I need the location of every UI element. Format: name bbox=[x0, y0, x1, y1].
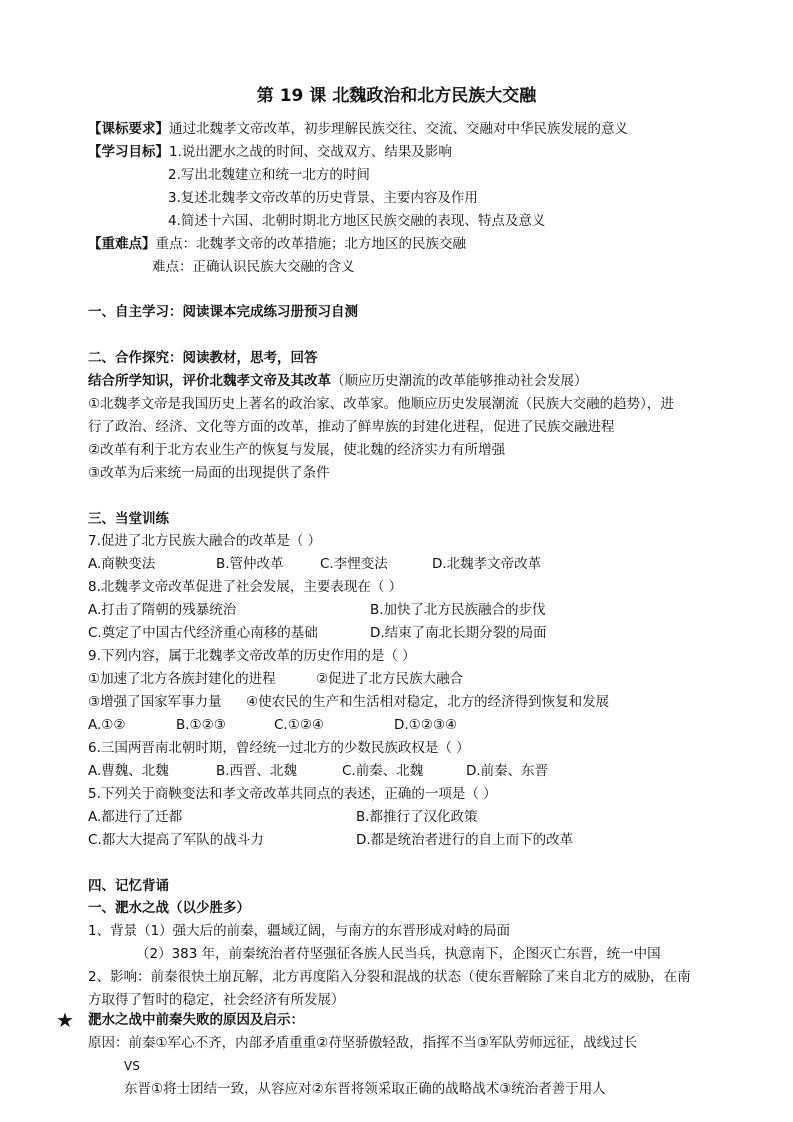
q9-option-a: A.①② bbox=[88, 717, 126, 733]
s2-answer-1-line-1: ①北魏孝文帝是我国历史上著名的政治家、改革家。他顺应历史发展潮流（民族大交融的趋势），进 bbox=[88, 396, 674, 412]
zhongdian-row bbox=[88, 234, 466, 254]
s2-answer-3: ③改革为后来统一局面的出现提供了条件 bbox=[88, 465, 330, 481]
star-icon: ★ bbox=[56, 1008, 74, 1032]
failure-reasons-heading: 淝水之战中前秦失败的原因及启示： bbox=[88, 1012, 304, 1028]
q9-item-1: ①加速了北方各族封建化的进程 bbox=[88, 671, 276, 687]
q7-option-d: D.北魏孝文帝改革 bbox=[432, 556, 542, 572]
q5-option-c: C.都大大提高了军队的战斗力 bbox=[88, 832, 264, 848]
feishui-heading: 一、淝水之战（以少胜多） bbox=[88, 900, 250, 916]
q6-option-d: D.前秦、东晋 bbox=[466, 763, 549, 779]
q5-option-d: D.都是统治者进行的自上而下的改革 bbox=[356, 832, 574, 848]
mubiao-item-3: 3.复述北魏孝文帝改革的历史背景、主要内容及作用 bbox=[168, 190, 478, 206]
question-6: 6.三国两晋南北朝时期，曾经统一过北方的少数民族政权是（ ） bbox=[88, 740, 470, 756]
q5-option-a: A.都进行了迁都 bbox=[88, 809, 183, 825]
q9-item-4: ④使农民的生产和生活相对稳定，北方的经济得到恢复和发展 bbox=[246, 694, 610, 710]
q9-item-3: ③增强了国家军事力量 bbox=[88, 694, 222, 710]
question-5: 5.下列关于商鞅变法和孝文帝改革共同点的表述，正确的一项是（ ） bbox=[88, 786, 497, 802]
q6-option-a: A.曹魏、北魏 bbox=[88, 763, 169, 779]
page-title: 第 19 课 北魏政治和北方民族大交融 bbox=[256, 86, 537, 106]
mubiao-item-4: 4.简述十六国、北朝时期北方地区民族交融的表现、特点及意义 bbox=[168, 213, 546, 229]
q6-options bbox=[88, 761, 548, 781]
zhongdian-text: 重点：北魏孝文帝的改革措施；北方地区的民族交融 bbox=[155, 236, 466, 252]
question-9: 9.下列内容，属于北魏孝文帝改革的历史作用的是（ ） bbox=[88, 648, 416, 664]
mubiao-label: 【学习目标】 bbox=[88, 144, 169, 160]
s2-question-note: （顺应历史潮流的改革能够推动社会发展） bbox=[331, 373, 588, 389]
q7-option-a: A.商鞅变法 bbox=[88, 556, 156, 572]
q8-option-b: B.加快了北方民族融合的步伐 bbox=[370, 602, 546, 618]
s2-answer-1-line-2: 行了政治、经济、文化等方面的改革，推动了鲜卑族的封建化进程，促进了民族交融进程 bbox=[88, 419, 615, 435]
q9-options bbox=[88, 715, 457, 735]
q6-option-c: C.前秦、北魏 bbox=[342, 763, 424, 779]
nandian-text: 难点：正确认识民族大交融的含义 bbox=[152, 259, 355, 275]
q9-item-2: ②促进了北方民族大融合 bbox=[316, 671, 464, 687]
section-4-heading: 四、记忆背诵 bbox=[88, 878, 169, 894]
s2-answer-2: ②改革有利于北方农业生产的恢复与发展，使北魏的经济实力有所增强 bbox=[88, 442, 506, 458]
kebiao-label: 【课标要求】 bbox=[88, 121, 169, 137]
mubiao-item-2: 2.写出北魏建立和统一北方的时间 bbox=[168, 167, 370, 183]
q9-option-b: B.①②③ bbox=[176, 717, 226, 733]
section-2-heading: 二、合作探究：阅读教材，思考，回答 bbox=[88, 350, 318, 366]
section-3-heading: 三、当堂训练 bbox=[88, 511, 169, 527]
question-7: 7.促进了北方民族大融合的改革是（ ） bbox=[88, 533, 322, 549]
effect-line-2: 方取得了暂时的稳定，社会经济有所发展） bbox=[88, 992, 345, 1008]
zhongnan-label: 【重难点】 bbox=[88, 236, 156, 252]
q6-option-b: B.西晋、北魏 bbox=[216, 763, 298, 779]
q8-option-c: C.奠定了中国古代经济重心南移的基础 bbox=[88, 625, 318, 641]
vs-label: VS bbox=[124, 1059, 140, 1073]
kebiao-row bbox=[88, 119, 628, 139]
background-1: 1、背景（1）强大后的前秦，疆域辽阔，与南方的东晋形成对峙的局面 bbox=[88, 923, 511, 939]
effect-line-1: 2、影响：前秦很快土崩瓦解，北方再度陷入分裂和混战的状态（使东晋解除了来自北方的威胁，在南 bbox=[88, 969, 691, 985]
q9-option-d: D.①②③④ bbox=[394, 717, 458, 733]
q7-option-c: C.李悝变法 bbox=[320, 556, 388, 572]
q8-option-a: A.打击了隋朝的残暴统治 bbox=[88, 602, 237, 618]
s2-question-bold: 结合所学知识，评价北魏孝文帝及其改革 bbox=[88, 373, 331, 389]
q5-option-b: B.都推行了汉化政策 bbox=[356, 809, 478, 825]
section-1-heading: 一、自主学习：阅读课本完成练习册预习自测 bbox=[88, 304, 358, 320]
background-2: （2）383 年，前秦统治者苻坚强征各族人民当兵，执意南下，企图灭亡东晋，统一中国 bbox=[136, 946, 661, 962]
kebiao-text: 通过北魏孝文帝改革，初步理解民族交往、交流、交融对中华民族发展的意义 bbox=[169, 121, 628, 137]
dongjin-line: 东晋①将士团结一致，从容应对②东晋将领采取正确的战略战术③统治者善于用人 bbox=[124, 1081, 606, 1097]
q7-options bbox=[88, 554, 541, 574]
s2-question bbox=[88, 371, 588, 391]
question-8: 8.北魏孝文帝改革促进了社会发展，主要表现在（ ） bbox=[88, 579, 403, 595]
mubiao-row bbox=[88, 142, 452, 162]
mubiao-item-1: 1.说出淝水之战的时间、交战双方、结果及影响 bbox=[169, 144, 452, 160]
q9-option-c: C.①②④ bbox=[274, 717, 325, 733]
q8-option-d: D.结束了南北长期分裂的局面 bbox=[370, 625, 547, 641]
reason-line: 原因：前秦①军心不齐，内部矛盾重重②苻坚骄傲轻敌，指挥不当③军队劳师远征，战线过长 bbox=[88, 1035, 638, 1051]
q7-option-b: B.管仲改革 bbox=[216, 556, 284, 572]
